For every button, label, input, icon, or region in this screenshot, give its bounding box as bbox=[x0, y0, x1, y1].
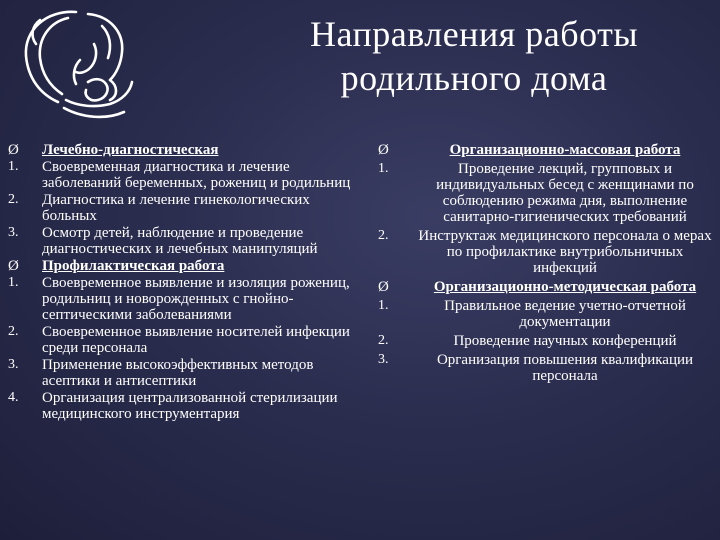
arrow-bullet-icon: Ø bbox=[378, 279, 389, 295]
item-text: Организация централизованной стерилизации медицинского инструментария bbox=[42, 390, 338, 422]
item-text: Инструктаж медицинского персонала о мерах по профилактике внутрибольничных инфекций bbox=[418, 228, 712, 276]
left-column bbox=[8, 142, 360, 422]
slide-title: Направления работы родильного дома bbox=[309, 14, 639, 98]
arrow-bullet-icon: Ø bbox=[378, 142, 389, 158]
list-heading bbox=[378, 279, 714, 295]
mother-child-logo bbox=[6, 4, 156, 132]
item-number: 1. bbox=[8, 275, 19, 290]
item-number: 3. bbox=[8, 357, 19, 372]
item-number: 3. bbox=[8, 225, 19, 240]
item-number: 1. bbox=[378, 161, 389, 176]
item-number: 2. bbox=[8, 324, 19, 339]
heading-text: Организационно-массовая работа bbox=[449, 142, 681, 158]
list-item bbox=[8, 390, 360, 422]
item-text: Осмотр детей, наблюдение и проведение диагностических и лечебных манипуляций bbox=[42, 225, 318, 257]
list-item bbox=[378, 352, 714, 384]
item-text: Организация повышения квалификации персонала bbox=[436, 352, 694, 384]
arrow-bullet-icon: Ø bbox=[8, 258, 19, 274]
list-item bbox=[378, 298, 714, 330]
list-heading bbox=[8, 142, 360, 158]
item-text: Диагностика и лечение гинекологических больных bbox=[42, 192, 310, 224]
list-item bbox=[8, 357, 360, 389]
heading-text: Организационно-методическая работа bbox=[433, 279, 697, 295]
item-text: Правильное ведение учетно-отчетной документации bbox=[444, 298, 686, 330]
item-text: Своевременная диагностика и лечение заболеваний беременных, рожениц и родильниц bbox=[42, 159, 351, 191]
list-item bbox=[378, 161, 714, 225]
item-text: Своевременное выявление носителей инфекции среди персонала bbox=[42, 324, 350, 356]
item-number: 2. bbox=[378, 228, 389, 243]
list-item bbox=[8, 324, 360, 356]
item-text: Своевременное выявление и изоляция рожениц, родильниц и новорожденных с гнойно-септическими заболеваниями bbox=[42, 275, 350, 323]
item-number: 4. bbox=[8, 390, 19, 405]
list-heading bbox=[8, 258, 360, 274]
item-number: 3. bbox=[378, 352, 389, 367]
list-item bbox=[8, 159, 360, 191]
item-text: Проведение научных конференций bbox=[453, 333, 677, 349]
list-heading bbox=[378, 142, 714, 158]
arrow-bullet-icon: Ø bbox=[8, 142, 19, 158]
list-item bbox=[8, 192, 360, 224]
item-number: 1. bbox=[378, 298, 389, 313]
list-item bbox=[378, 333, 714, 349]
item-number: 2. bbox=[8, 192, 19, 207]
right-column bbox=[378, 142, 714, 384]
item-text: Проведение лекций, групповых и индивидуальных бесед с женщинами по соблюдению режима дня, выполнение санитарно-гигиенических требований bbox=[436, 161, 694, 225]
item-text: Применение высокоэффективных методов асептики и антисептики bbox=[42, 357, 314, 389]
list-item bbox=[378, 228, 714, 276]
list-item bbox=[8, 275, 360, 323]
list-item bbox=[8, 225, 360, 257]
heading-text: Профилактическая работа bbox=[42, 258, 225, 274]
heading-text: Лечебно-диагностическая bbox=[42, 142, 219, 158]
item-number: 2. bbox=[378, 333, 389, 348]
item-number: 1. bbox=[8, 159, 19, 174]
